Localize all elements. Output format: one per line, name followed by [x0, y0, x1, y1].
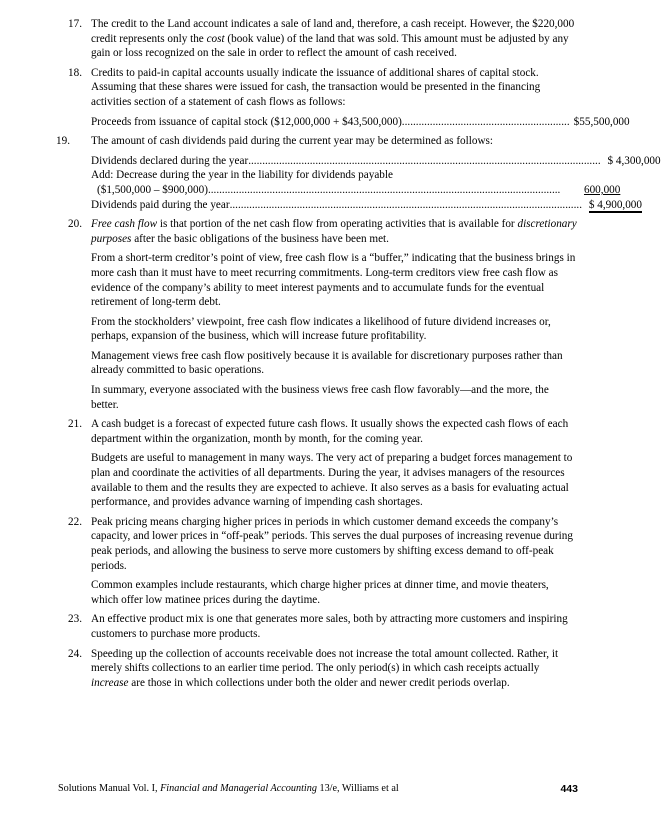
- item-number: 22.: [68, 515, 82, 528]
- page-footer: [58, 783, 578, 795]
- leader-dots: ..............................................................................................................................: [248, 154, 601, 167]
- paragraph: From a short-term creditor’s point of view, free cash flow is a “buffer,” indicating that the business brings in more cash than it must have to meet recurring commitments. Long-term creditors view free cash flow as evidence of the company’s ability to meet interest payments and to accumulate funds for the eventual retirement of long-term debt.: [91, 252, 576, 309]
- paragraph: Budgets are useful to management in many ways. The very act of preparing a budget forces management to plan and coordinate the activities of all departments. During the year, it advises managers of the resources available to them and the results they are expected to achieve. It also serves as a basis for evaluating actual performance, and provides advance warning of impending cash shortages.: [91, 452, 573, 509]
- dividends-declared-row: Dividends declared during the year .............................................................................................................................. $ 4,300,000: [91, 154, 661, 167]
- page-number: 443: [560, 783, 578, 795]
- proceeds-row: [91, 115, 630, 130]
- paragraph: In summary, everyone associated with the business views free cash flow favorably—and the more, the better.: [91, 384, 549, 411]
- leader-dots: ..............................................................................................................................: [229, 198, 582, 211]
- paragraph: An effective product mix is one that generates more sales, both by attracting more customers and inspiring customers to purchase more products.: [91, 613, 568, 640]
- item-number: 17.: [68, 18, 82, 30]
- item-number: 20.: [68, 218, 82, 231]
- item-number: 23.: [68, 613, 82, 626]
- paragraph: From the stockholders’ viewpoint, free cash flow indicates a likelihood of future dividend increases or, perhaps, expansion of the business, which will increase future profitability.: [91, 315, 551, 343]
- item-number: 19.: [56, 135, 70, 148]
- paragraph: Common examples include restaurants, which charge higher prices at dinner time, and movie theaters, which offer low matinee prices during the daytime.: [91, 579, 549, 606]
- footer-citation: Solutions Manual Vol. I, Financial and Managerial Accounting 13/e, Williams et al: [58, 783, 399, 794]
- item-number: 24.: [68, 647, 82, 660]
- row-label: Proceeds from issuance of capital stock ($12,000,000 + $43,500,000): [91, 115, 402, 128]
- row-amount: $55,500,000: [573, 115, 630, 128]
- item-17: [58, 17, 578, 61]
- paragraph: A cash budget is a forecast of expected future cash flows. It usually shows the expected cash flows of each department within the organization, month by month, for the coming year.: [91, 418, 569, 445]
- answer-list: [56, 17, 661, 695]
- paragraph: Credits to paid-in capital accounts usually indicate the issuance of additional shares of capital stock. Assuming that these shares were issued for cash, the transaction would be presented in the financing activities section of a statement of cash flows as follows:: [91, 66, 541, 108]
- paragraph: Peak pricing means charging higher prices in periods in which customer demand exceeds the company’s capacity, and lower prices in “off-peak” periods. This serves the dual purposes of increasing revenue during peak periods, and allowing the business to serve more customers by shifting excess demand to off-peak periods.: [91, 515, 573, 572]
- item-24: [58, 647, 578, 691]
- paragraph: Speeding up the collection of accounts receivable does not increase the total amount collected. Rather, it merely shifts collections to an earlier time period. The only period(s) in which cash receipts actually increase are those in which collections under both the older and newer credit periods overlap.: [91, 647, 559, 689]
- leader-dots: ............................................................: [401, 115, 570, 128]
- dividends-paid-row: Dividends paid during the year .............................................................................................................................. $ 4,900,000: [91, 198, 642, 211]
- item-number: 18.: [68, 66, 82, 79]
- paragraph: The credit to the Land account indicates a sale of land and, therefore, a cash receipt. However, the $220,000 credit represents only the cost (book value) of the land that was sold. This amount must be adjusted by any gain or loss recognized on the sale in order to reflect the amount of cash received.: [91, 18, 575, 60]
- leader-dots: ..............................................................................................................................: [207, 183, 561, 196]
- paragraph: Free cash flow is that portion of the net cash flow from operating activities that is available for discretionary purposes after the basic obligations of the business have been met.: [91, 218, 577, 245]
- item-number: 21.: [68, 418, 82, 431]
- item-18: [58, 66, 630, 129]
- item-22: [58, 515, 578, 608]
- item-19: [56, 134, 661, 212]
- paragraph: Management views free cash flow positively because it is available for discretionary purposes rather than already committed to basic operations.: [91, 349, 563, 377]
- item-20: [58, 217, 578, 412]
- liability-change-row: ($1,500,000 – $900,000) .............................................................................................................................. 600,000: [97, 183, 621, 196]
- item-23: [58, 612, 578, 641]
- item-21: [58, 417, 578, 510]
- add-decrease-row: Add: Decrease during the year in the liability for dividends payable: [91, 169, 393, 182]
- paragraph: The amount of cash dividends paid during the current year may be determined as follows:: [91, 135, 494, 148]
